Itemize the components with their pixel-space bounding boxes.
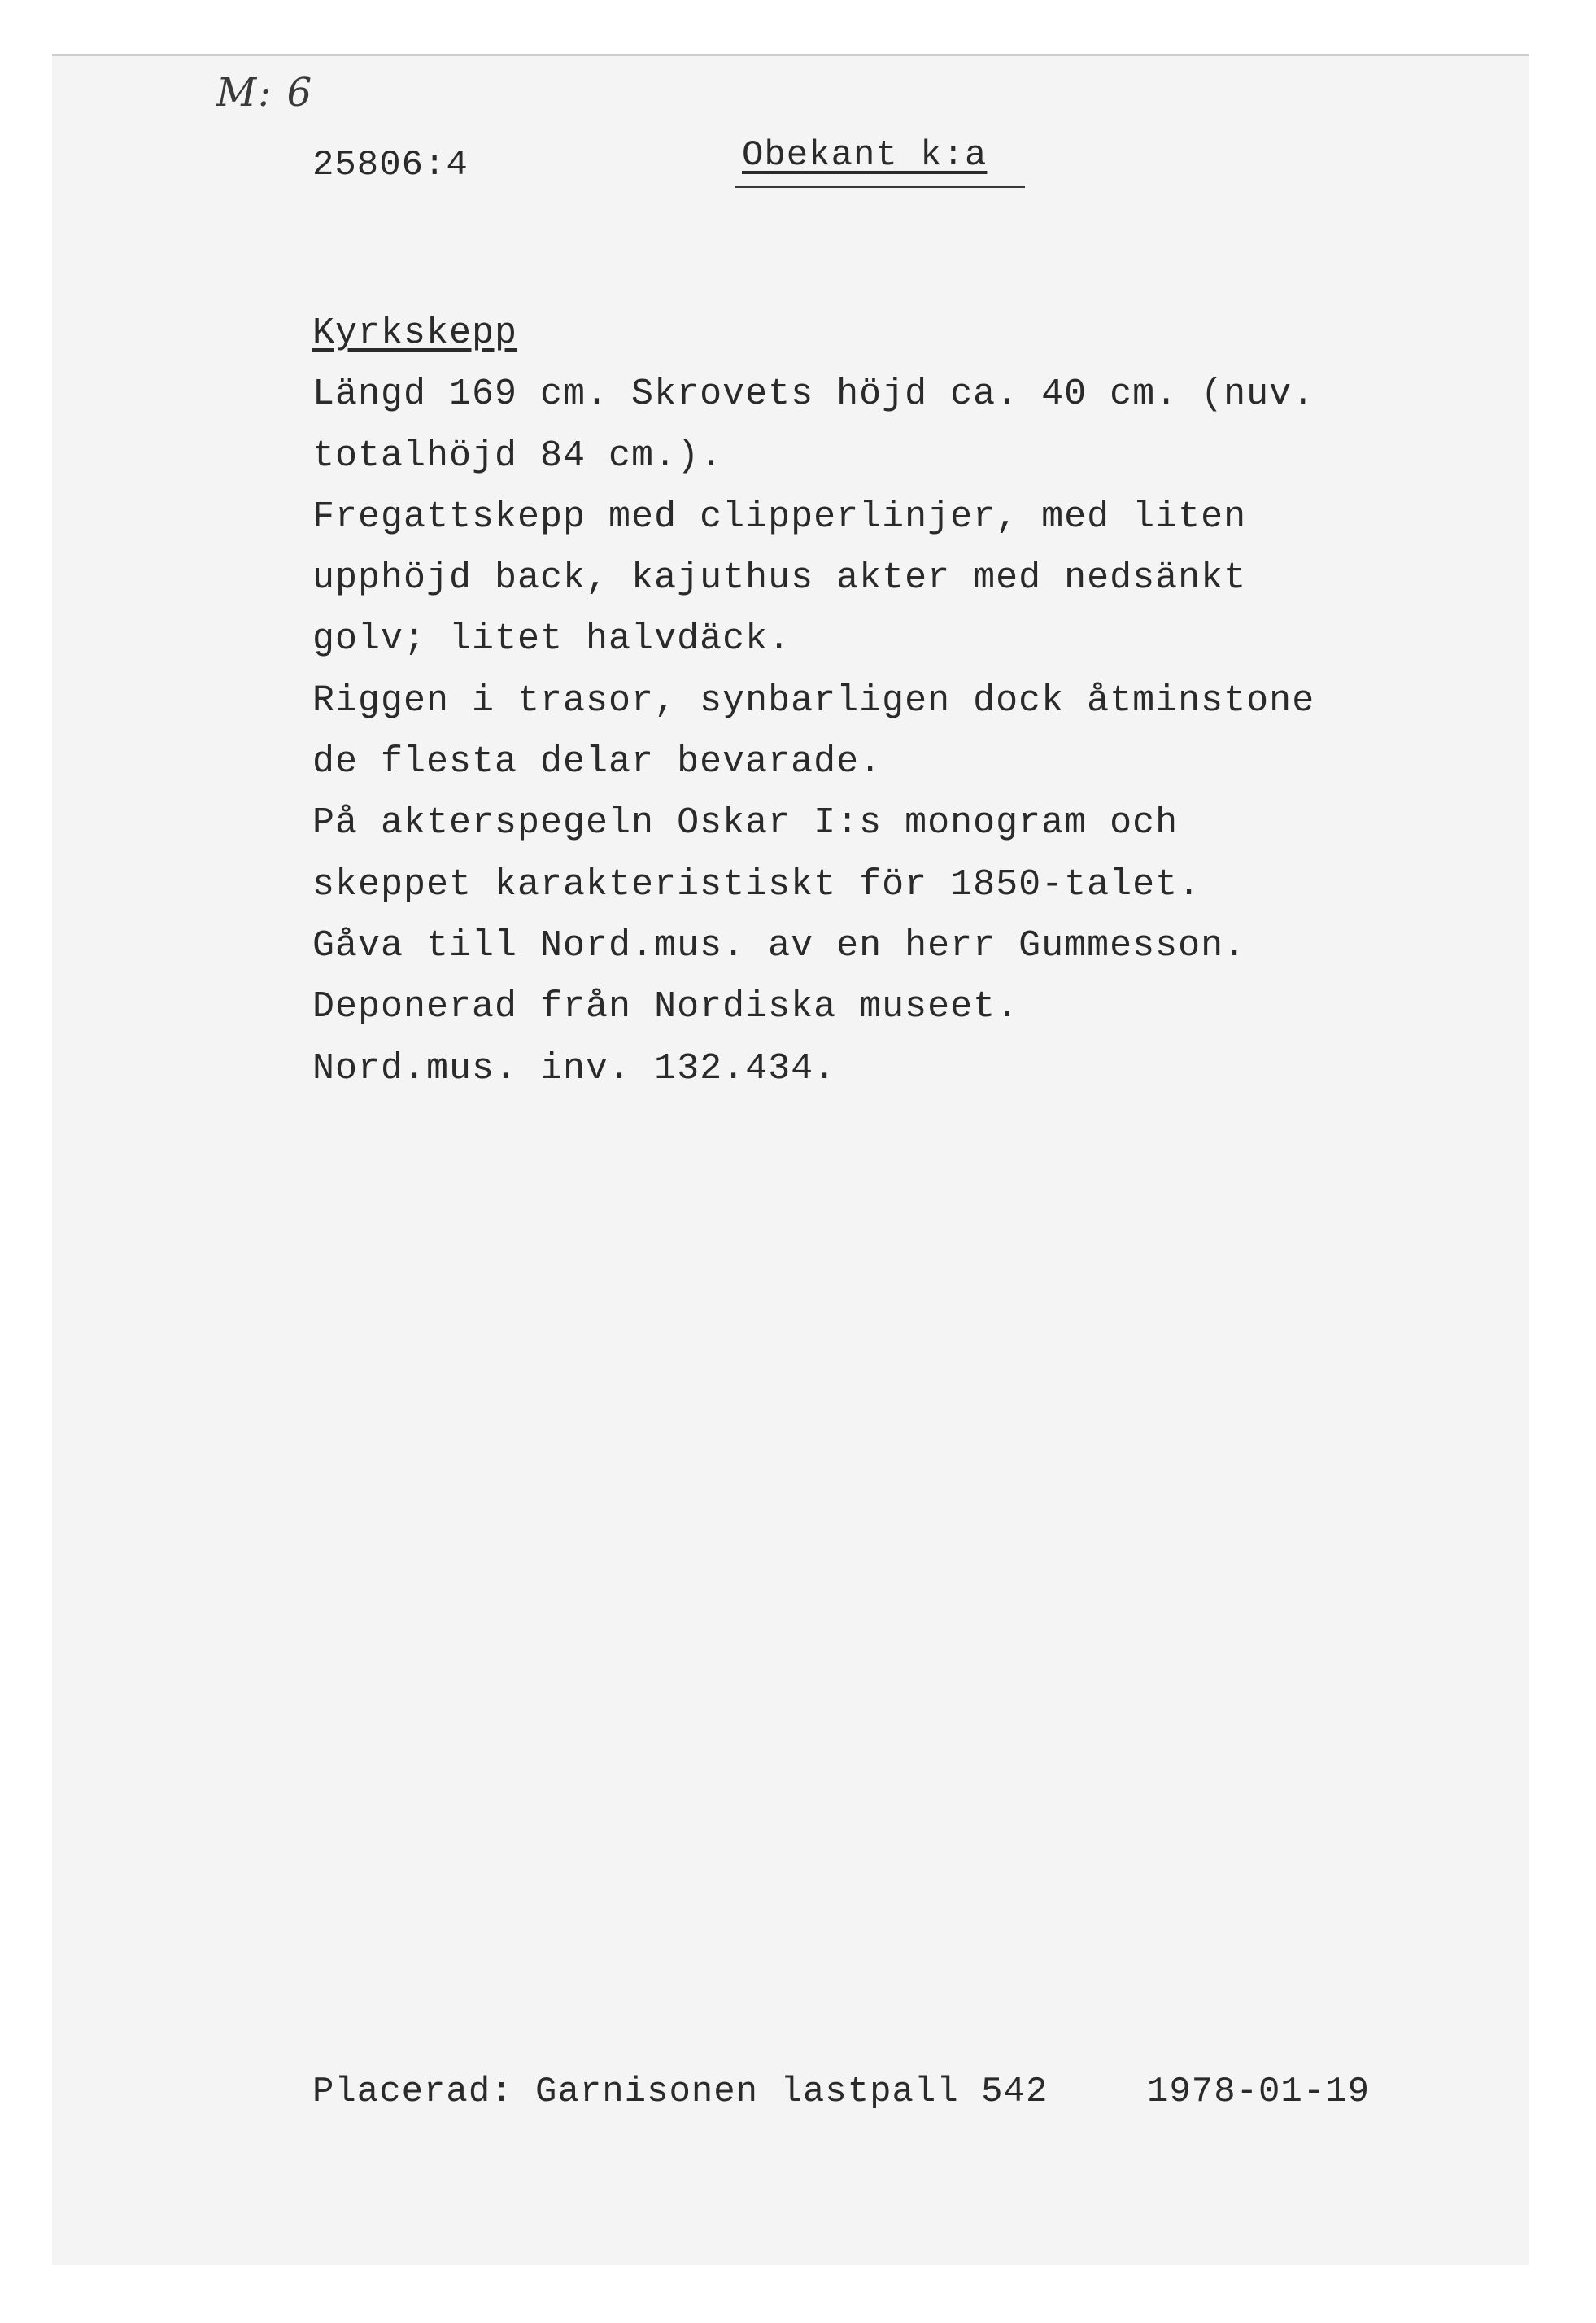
placement-text: Placerad: Garnisonen lastpall 542 <box>312 2072 1049 2112</box>
text-line: de flesta delar bevarade. <box>312 741 883 784</box>
text-line: Fregattskepp med clipperlinjer, med liten <box>312 496 1247 538</box>
maker-heading: Obekant k:a <box>742 135 988 176</box>
handwritten-note: M: 6 <box>216 70 314 116</box>
object-title: Kyrkskepp <box>312 312 518 354</box>
card-description <box>312 303 1467 1099</box>
text-line: Riggen i trasor, synbarligen dock åtminstone <box>312 679 1315 722</box>
text-line: upphöjd back, kajuthus akter med nedsänkt <box>312 557 1247 600</box>
card-number: 25806:4 <box>312 145 469 186</box>
text-line: Gåva till Nord.mus. av en herr Gummesson. <box>312 924 1247 967</box>
text-line: golv; litet halvdäck. <box>312 618 791 661</box>
text-line: Deponerad från Nordiska museet. <box>312 986 1019 1028</box>
text-line: totalhöjd 84 cm.). <box>312 434 723 477</box>
text-line: På akterspegeln Oskar I:s monogram och <box>312 802 1179 845</box>
date-text: 1978-01-19 <box>1147 2072 1371 2112</box>
text-line: Nord.mus. inv. 132.434. <box>312 1047 837 1089</box>
text-line: Längd 169 cm. Skrovets höjd ca. 40 cm. (nuv. <box>312 373 1315 416</box>
maker-underline <box>735 186 1025 188</box>
text-line: skeppet karakteristiskt för 1850-talet. <box>312 863 1201 906</box>
